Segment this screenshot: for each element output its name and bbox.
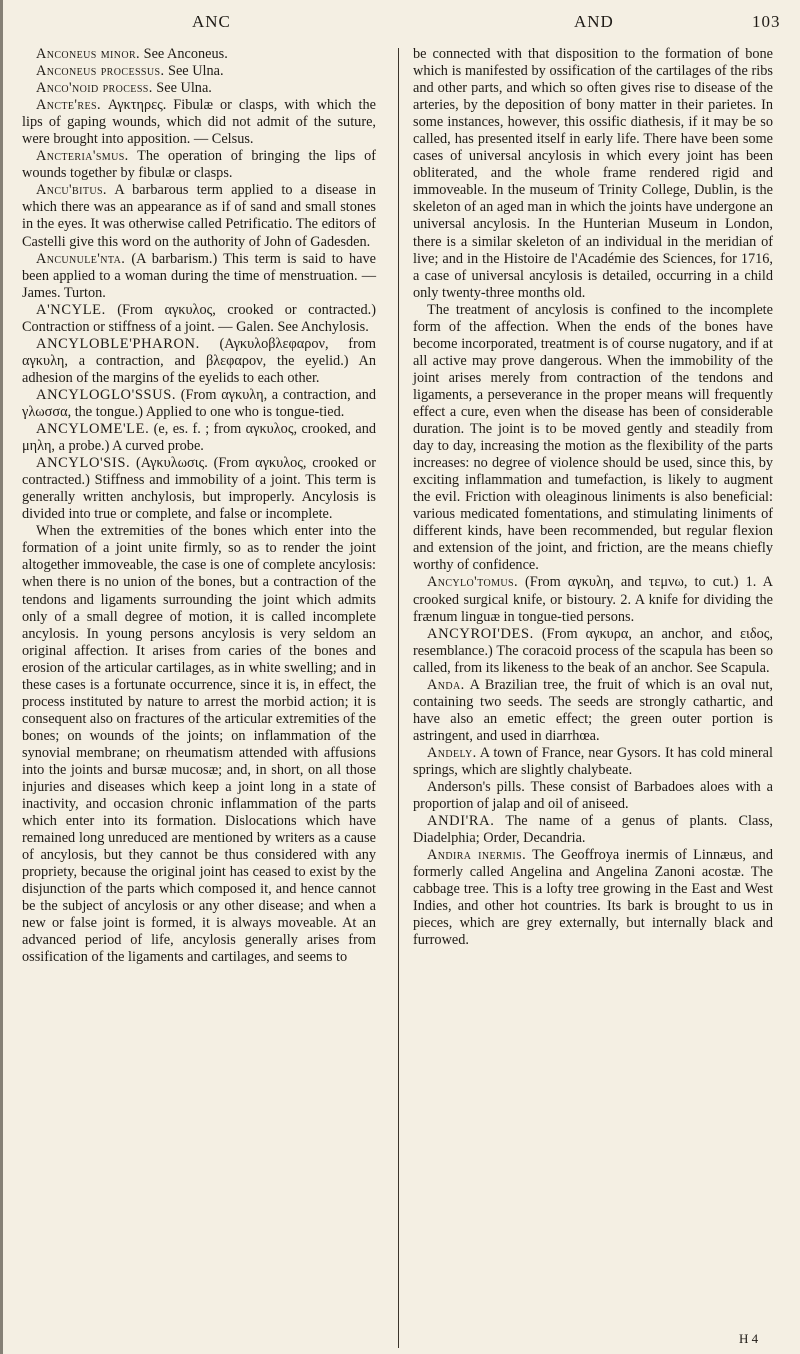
entry-definition: A barbarous term applied to a disease in which there was an appearance as if of sand and small stones in the eyes. It was otherwise called Petrificatio. The editors of Castelli give this word on the authority of John of Gadesden.	[22, 182, 376, 250]
right-column	[413, 46, 773, 949]
dictionary-entry	[22, 182, 376, 250]
entry-definition: (Αγκυλωσις. (From αγκυλος, crooked or contracted.) Stiffness and immobility of a joint. This term is generally written anchylosis, but improperly. Ancylosis is divided into true or complete, and false or incomplete.	[22, 455, 376, 523]
dictionary-entry	[22, 421, 376, 455]
dictionary-entry	[22, 46, 376, 63]
entry-headword: A'NCYLE.	[36, 301, 106, 318]
entry-definition: Anderson's pills. These consist of Barbadoes aloes with a proportion of jalap and oil of aniseed.	[413, 779, 773, 813]
entry-definition: (From αγκυρα, an anchor, and ειδος, resemblance.) The coracoid process of the scapula has been so called, from its likeness to the beak of an anchor. See Scapula.	[413, 625, 773, 676]
entry-definition: The Geoffroya inermis of Linnæus, and formerly called Angelina and Angelina Zanoni acostæ. The cabbage tree. This is a lofty tree growing in the East and West Indies, and other hot countries. Its bark is brought to us in pieces, which are grey externally, but internally black and furrowed.	[413, 847, 773, 949]
entry-headword: Ancunule'nta.	[36, 250, 126, 267]
signature-mark: H 4	[739, 1331, 759, 1346]
entry-definition: When the extremities of the bones which enter into the formation of a joint unite firmly, so as to render the joint altogether immoveable, the case is one of complete ancylosis: when there is no union of the bones, but a contraction of the tendons and ligaments surrounding the joint which admits only of a small degree of motion, it is called incomplete ancylosis. In young persons ancylosis is very seldom an original affection. It arises from caries of the bones and erosion of the articular cartilages, as in white swelling; and in these cases is a fortunate occurrence, since it is, in effect, the process instituted by nature to arrest the morbid action; it is consequent also on fractures of the articular extremities of the bones; on wounds of the joints; on inflammation of the synovial membrane; on rheumatism attended with affusions into the joints and bursæ mucosæ; and, in short, on all those injuries and diseases which keep a joint long in a state of inactivity, and occasion chronic inflammation of the parts which enter into its formation. Dislocations which have remained long unreduced are mentioned by writers as a cause of ancylosis, but they cannot be thus considered with any propriety, because the original joint has ceased to exist by the disjunction of the parts which composed it, and hence cannot be the subject of ancylosis or any other disease; and when a new or false joint is formed, it is always moveable. At an advanced period of life, ancylosis generally arises from ossification of the ligaments and cartilages, and seems to	[22, 523, 376, 966]
entry-definition: (From αγκυλη, and τεμνω, to cut.) 1. A crooked surgical knife, or bistoury. 2. A knife for dividing the frænum linguæ in tongue-tied persons.	[413, 574, 773, 625]
dictionary-entry	[22, 523, 376, 966]
entry-headword: Ancteria'smus.	[36, 148, 129, 165]
header-right-guideword: AND	[574, 12, 614, 31]
dictionary-entry	[413, 46, 773, 302]
entry-definition: (From αγκυλος, crooked or contracted.) Contraction or stiffness of a joint. — Galen. See Anchylosis.	[22, 301, 376, 335]
dictionary-entry	[22, 251, 376, 302]
page-number: 103	[752, 12, 781, 31]
entry-definition: (A barbarism.) This term is said to have been applied to a woman during the time of menstruation. — James. Turton.	[22, 250, 376, 301]
dictionary-entry	[413, 813, 773, 847]
entry-definition: be connected with that disposition to the formation of bone which is manifested by ossification of the cartilages of the ribs and other parts, and which so often gives rise to disease of the arteries, by the deposition of bony matter in their parietes. In some instances, however, this ossific diathesis, if it may be so called, has presented itself in early life. There have been some cases of universal ancylosis in which every joint has been obliterated, and the whole frame rendered rigid and immoveable. In the museum of Trinity College, Dublin, is the skeleton of an aged man in which the joints have undergone an universal ancylosis. In the Hunterian Museum in London, there is a similar skeleton of an individual in the meridian of live; and in the Histoire de l'Académie des Sciences, for 1716, a case of universal ancylosis is detailed, occurring in a child only twenty-three months old.	[413, 46, 773, 301]
dictionary-entry	[413, 677, 773, 745]
entry-headword: Anco'noid process.	[36, 80, 153, 97]
entry-definition: A town of France, near Gysors. It has cold mineral springs, which are slightly chalybeate.	[413, 744, 773, 778]
dictionary-entry	[22, 336, 376, 387]
entry-definition: (e, es. f. ; from αγκυλος, crooked, and μηλη, a probe.) A curved probe.	[22, 421, 376, 455]
dictionary-entry	[413, 847, 773, 949]
dictionary-entry	[413, 574, 773, 625]
entry-definition: A Brazilian tree, the fruit of which is an oval nut, containing two seeds. The seeds are strongly cathartic, and have also an emetic effect; the green outer portion is astringent, and used in diarrhœa.	[413, 676, 773, 744]
dictionary-entry	[413, 779, 773, 813]
running-header	[0, 12, 800, 38]
entry-definition: See Ulna.	[164, 63, 224, 80]
entry-definition: Αγκτηρες. Fibulæ or clasps, with which the lips of gaping wounds, which did not admit of the suture, were brought into apposition. — Celsus.	[22, 97, 376, 148]
entry-definition: (Αγκυλοβλεφαρον, from αγκυλη, a contraction, and βλεφαρον, the eyelid.) An adhesion of the margins of the eyelids to each other.	[22, 335, 376, 386]
entry-headword: Anconeus minor.	[36, 46, 141, 62]
dictionary-entry	[22, 387, 376, 421]
dictionary-entry	[413, 626, 773, 677]
entry-headword: ANCYLOBLE'PHARON.	[36, 335, 200, 352]
dictionary-entry	[22, 302, 376, 336]
dictionary-entry	[413, 745, 773, 779]
entry-headword: Andira inermis.	[427, 847, 527, 864]
dictionary-entry	[22, 97, 376, 148]
entry-headword: ANDI'RA.	[427, 813, 495, 830]
entry-definition: (From αγκυλη, a contraction, and γλωσσα, the tongue.) Applied to one who is tongue-tied.	[22, 386, 376, 420]
dictionary-entry	[413, 302, 773, 575]
entry-definition: The operation of bringing the lips of wounds together by fibulæ or clasps.	[22, 148, 376, 182]
entry-definition: See Anconeus.	[140, 46, 228, 62]
page-binding-edge	[0, 0, 3, 1354]
entry-definition: The name of a genus of plants. Class, Diadelphia; Order, Decandria.	[413, 813, 773, 847]
entry-headword: ANCYROI'DES.	[427, 625, 534, 642]
entry-headword: ANCYLO'SIS.	[36, 455, 131, 472]
entry-headword: Anda.	[427, 676, 465, 693]
entry-headword: ANCYLOME'LE.	[36, 421, 150, 438]
dictionary-entry	[22, 80, 376, 97]
dictionary-entry	[22, 455, 376, 523]
entry-headword: Ancu'bitus.	[36, 182, 107, 199]
entry-headword: ANCYLOGLO'SSUS.	[36, 386, 177, 403]
entry-definition: The treatment of ancylosis is confined to the incomplete form of the affection. When the ends of the bones have become incorporated, treatment is of course nugatory, and if at all active may prove dangerous. When the immobility of the joint arises merely from contraction of the tendons and ligaments, a perseverance in the proper means will frequently effect a cure, even when the disease has been of considerable duration. The joint is to be moved gently and steadily from day to day, increasing the motion as the flexibility of the parts increases: no degree of violence should be used, since this, by exciting inflammation and tumefaction, is likely to augment the evil. Friction with oleaginous liniments is also beneficial: various medicated fomentations, and stimulating liniments of different kinds, have been recommended, but regular flexion and extension of the joint, and friction, are the means chiefly worthy of confidence.	[413, 301, 773, 574]
entry-headword: Anconeus processus.	[36, 63, 165, 80]
entry-headword: Andely.	[427, 744, 477, 761]
entry-headword: Ancte'res.	[36, 97, 101, 114]
entry-headword: Ancylo'tomus.	[427, 574, 518, 591]
entry-definition: See Ulna.	[152, 80, 212, 97]
left-column	[22, 46, 376, 967]
header-left-guideword: ANC	[192, 12, 231, 31]
column-divider	[398, 48, 399, 1348]
dictionary-entry	[22, 148, 376, 182]
dictionary-entry	[22, 63, 376, 80]
